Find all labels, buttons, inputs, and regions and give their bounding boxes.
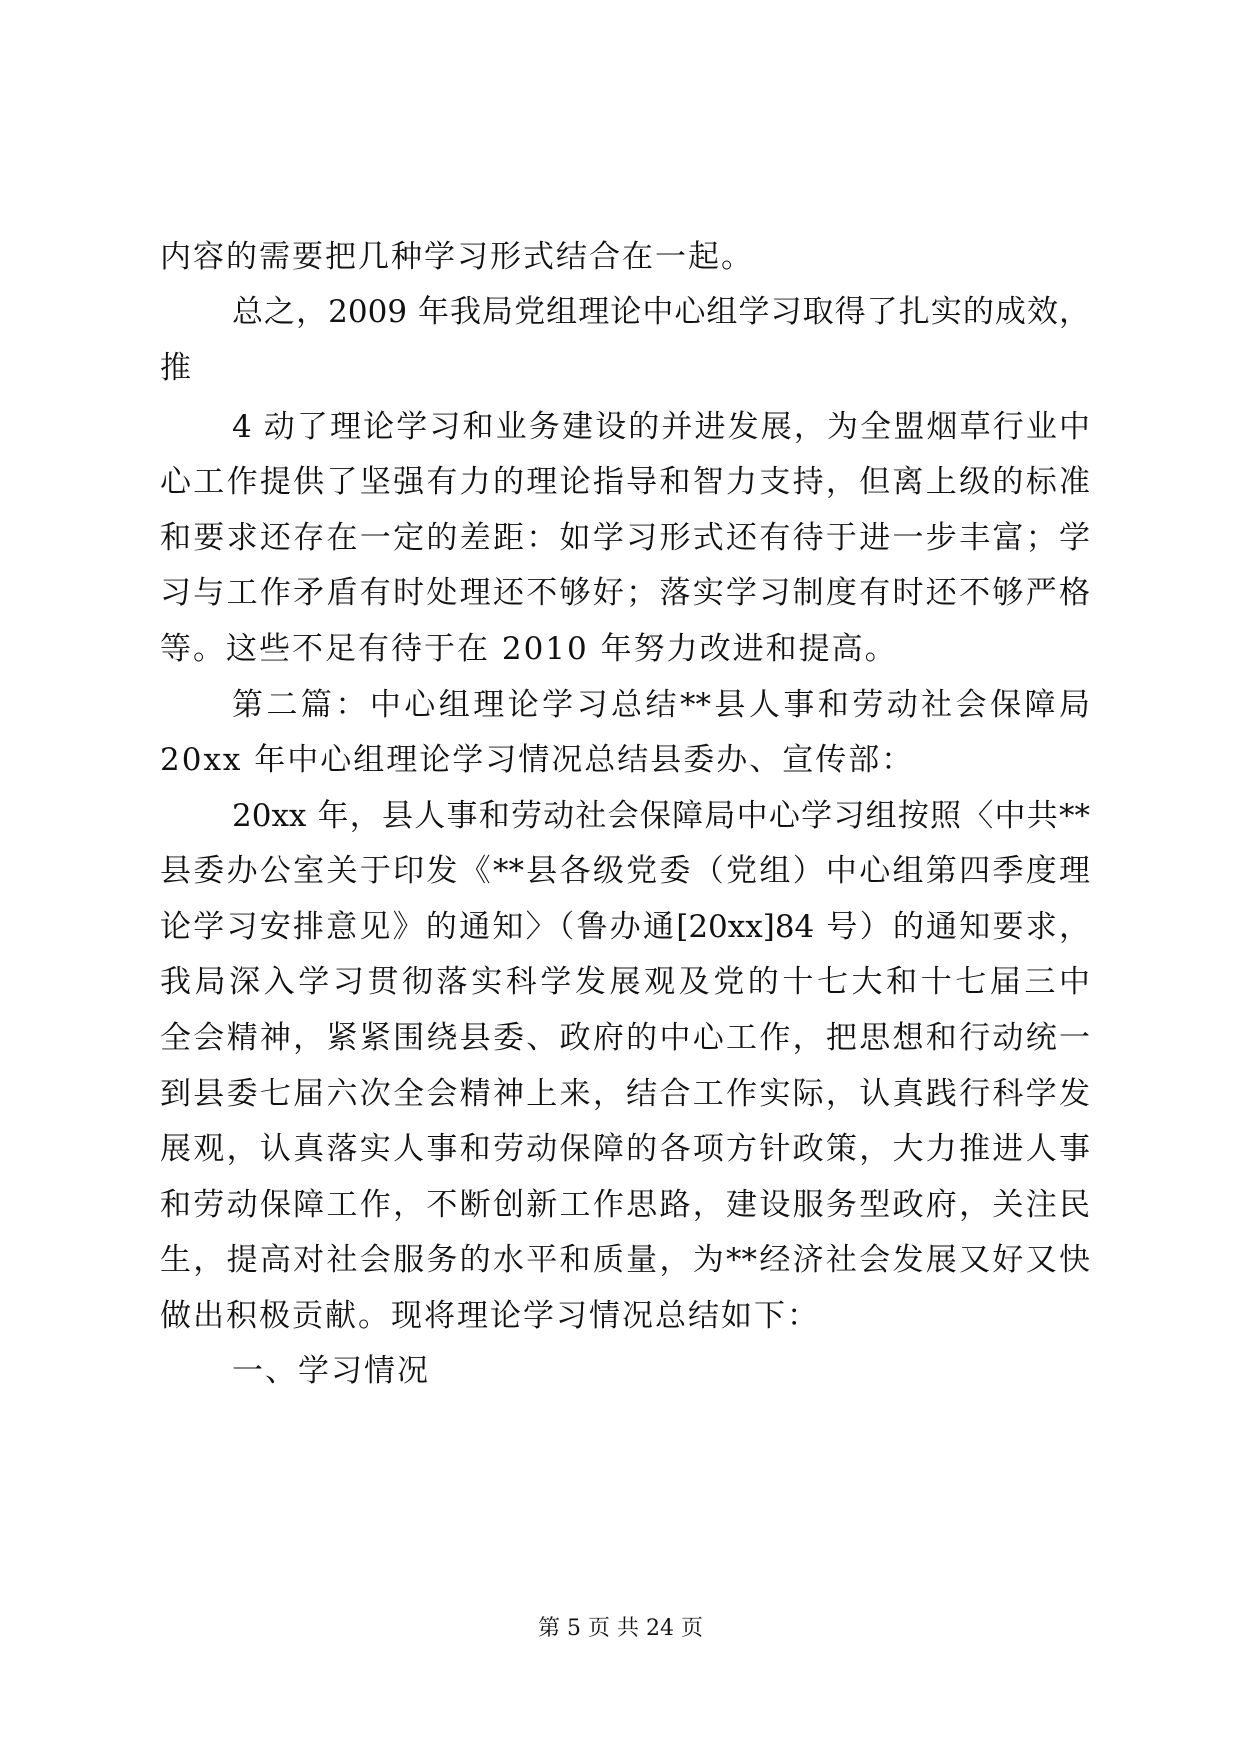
page-number: 第 5 页 共 24 页 (538, 1616, 703, 1641)
text-line-19: 生，提高对社会服务的水平和质量，为**经济社会发展又好又快 (160, 1242, 1090, 1278)
text-line-4: 4 动了理论学习和业务建设的并进发展，为全盟烟草行业中 (232, 409, 1090, 445)
text-line-1: 内容的需要把几种学习形式结合在一起。 (160, 239, 754, 275)
text-line-3: 推 (160, 350, 193, 386)
section-heading: 一、学习情况 (232, 1353, 430, 1389)
text-line-6: 和要求还存在一定的差距：如学习形式还有待于进一步丰富；学 (160, 520, 1090, 556)
text-line-15: 全会精神，紧紧围绕县委、政府的中心工作，把思想和行动统一 (160, 1020, 1090, 1056)
text-line-7: 习与工作矛盾有时处理还不够好；落实学习制度有时还不够严格 (160, 575, 1090, 611)
text-line-9: 第二篇：中心组理论学习总结**县人事和劳动社会保障局 (232, 687, 1090, 723)
text-line-18: 和劳动保障工作，不断创新工作思路，建设服务型政府，关注民 (160, 1187, 1090, 1223)
text-line-13: 论学习安排意见》的通知〉（鲁办通[20xx]84 号）的通知要求， (160, 909, 1090, 945)
text-line-12: 县委办公室关于印发《**县各级党委（党组）中心组第四季度理 (160, 853, 1090, 889)
text-line-5: 心工作提供了坚强有力的理论指导和智力支持，但离上级的标准 (160, 464, 1090, 500)
text-line-17: 展观，认真落实人事和劳动保障的各项方针政策，大力推进人事 (160, 1131, 1090, 1167)
text-line-16: 到县委七届六次全会精神上来，结合工作实际，认真践行科学发 (160, 1076, 1090, 1112)
text-line-2: 总之，2009 年我局党组理论中心组学习取得了扎实的成效， (232, 294, 1090, 330)
text-line-11: 20xx 年，县人事和劳动社会保障局中心学习组按照〈中共** (232, 798, 1090, 834)
text-line-8: 等。这些不足有待于在 2010 年努力改进和提高。 (160, 631, 898, 667)
text-line-10: 20xx 年中心组理论学习情况总结县委办、宣传部： (160, 742, 915, 778)
text-line-20: 做出积极贡献。现将理论学习情况总结如下： (160, 1298, 820, 1334)
text-line-14: 我局深入学习贯彻落实科学发展观及党的十七大和十七届三中 (160, 964, 1090, 1000)
